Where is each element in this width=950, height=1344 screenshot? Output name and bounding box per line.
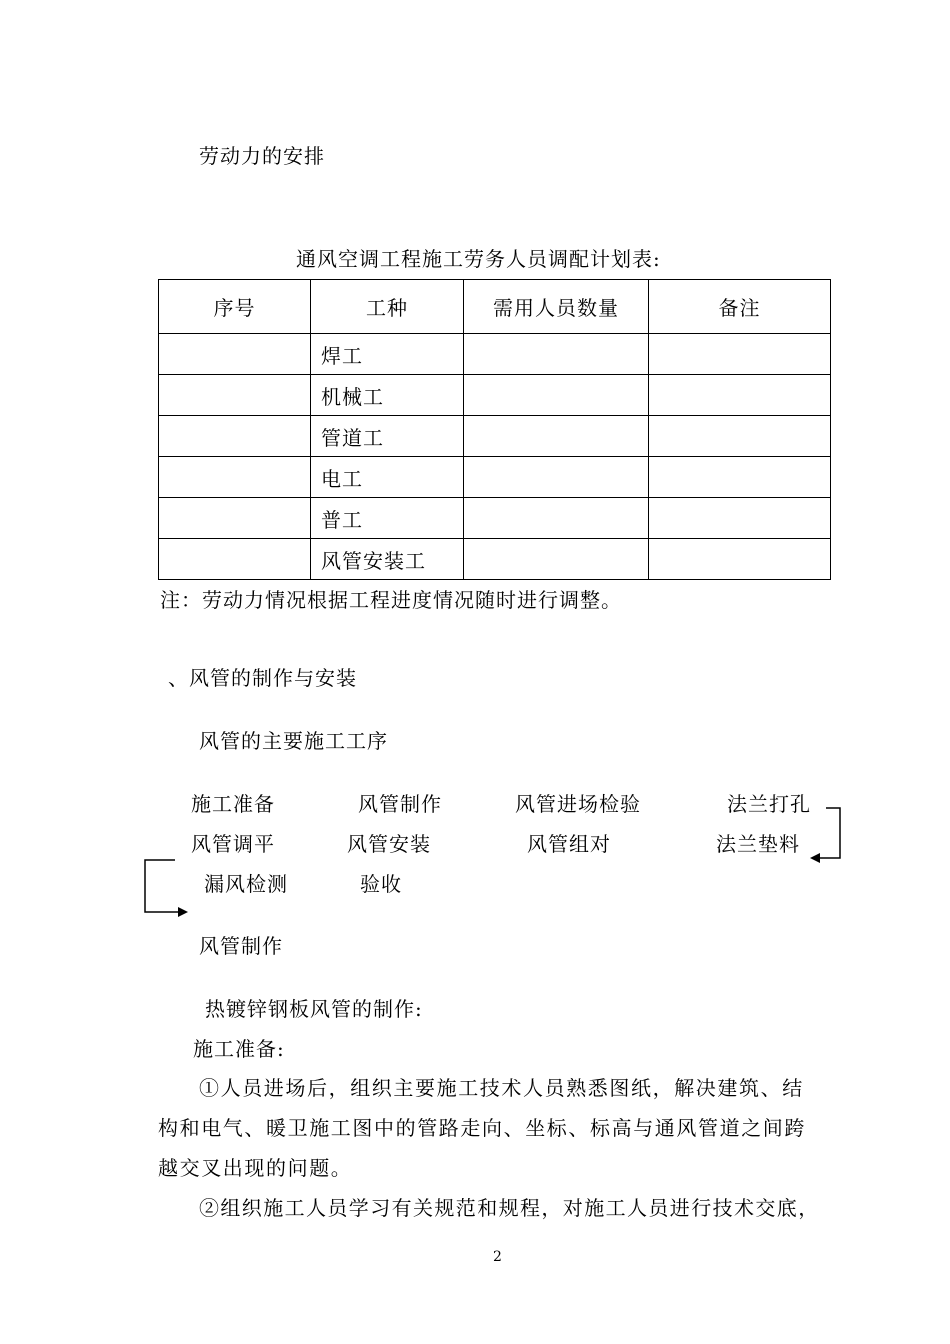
flow-step-prepare: 施工准备	[191, 792, 275, 816]
paragraph-1-line-2: 构和电气、暖卫施工图中的管路走向、坐标、标高与通风管道之间跨	[158, 1116, 806, 1140]
header-qty: 需用人员数量	[464, 280, 649, 334]
flow-step-assemble: 风管组对	[527, 832, 611, 856]
header-kind: 工种	[311, 280, 464, 334]
heading-duct-fabrication-install: 、风管的制作与安装	[168, 666, 357, 690]
flow-step-flange-drill: 法兰打孔	[727, 792, 811, 816]
cell-kind: 风管安装工	[311, 539, 464, 580]
heading-preparation: 施工准备:	[193, 1037, 285, 1061]
cell-kind: 电工	[311, 457, 464, 498]
header-note: 备注	[649, 280, 831, 334]
section-title: 劳动力的安排	[199, 144, 325, 168]
right-connector-line	[818, 808, 840, 858]
flow-step-gasket: 法兰垫料	[716, 832, 800, 856]
heading-main-process: 风管的主要施工工序	[199, 729, 388, 753]
paragraph-1-line-3: 越交叉出现的问题。	[158, 1156, 353, 1180]
flow-step-leak-test: 漏风检测	[204, 872, 288, 896]
left-arrowhead-icon	[178, 907, 188, 917]
table-title: 通风空调工程施工劳务人员调配计划表:	[296, 247, 661, 271]
left-connector-line	[145, 860, 178, 912]
right-arrowhead-icon	[810, 853, 820, 863]
cell-kind: 普工	[311, 498, 464, 539]
cell-kind: 管道工	[311, 416, 464, 457]
table-note: 注：劳动力情况根据工程进度情况随时进行调整。	[160, 588, 622, 612]
cell-kind: 机械工	[311, 375, 464, 416]
heading-galvanized-duct: 热镀锌钢板风管的制作:	[205, 997, 423, 1021]
cell-kind: 焊工	[311, 334, 464, 375]
flow-step-inspect: 风管进场检验	[515, 792, 641, 816]
page-number: 2	[493, 1249, 502, 1265]
flow-step-acceptance: 验收	[360, 872, 402, 896]
flow-step-fabricate: 风管制作	[358, 792, 442, 816]
flow-step-level: 风管调平	[191, 832, 275, 856]
header-no: 序号	[159, 280, 311, 334]
flow-step-install: 风管安装	[347, 832, 431, 856]
paragraph-2-line-1: ②组织施工人员学习有关规范和规程，对施工人员进行技术交底，	[199, 1196, 820, 1220]
heading-duct-fabrication: 风管制作	[199, 934, 283, 958]
paragraph-1-line-1: ①人员进场后，组织主要施工技术人员熟悉图纸，解决建筑、结	[199, 1076, 804, 1100]
